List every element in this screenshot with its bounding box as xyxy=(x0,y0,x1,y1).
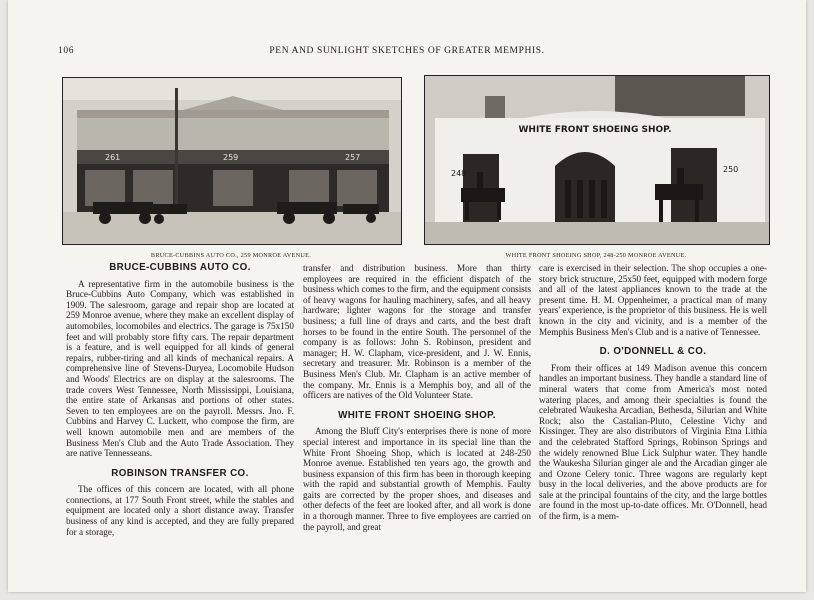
heading-bruce-cubbins: BRUCE-CUBBINS AUTO CO. xyxy=(109,262,251,273)
body-robinson-part2: transfer and distribution business. More than thirty employees are required in the efficient dispatch of the business which comes to the firm, and the equipment consists of heavy wagons for hauling machinery, safes, and all heavy hardware; lighter wagons for the storage and transfer business; a full line of drays and carts, and the best draft horses to be found in the entire South. The personnel of the company is as follows: John S. Robinson, president and manager; H. W. Clapham, vice-president, and J. W. Ennis, secretary and treasurer. Mr. Robinson is a member of the Business Men's Club. Mr. Clapham is an active member of the company. Mr. Ennis is a Memphis boy, and all of the officers are natives of the Old Volunteer State. xyxy=(303,263,531,401)
address-248: 248 xyxy=(451,169,467,178)
page-header xyxy=(58,46,756,60)
address-250: 250 xyxy=(723,165,739,174)
heading-white-front: WHITE FRONT SHOEING SHOP. xyxy=(338,409,496,421)
body-white-front-part1: Among the Bluff City's enterprises there is none of more special interest and importance in its special line than the White Front Shoeing Shop, which is located at 248-250 Monroe avenue. Established ten years ago, the growth and business expansion of this firm has been in thorough keeping with the rapid and substantial growth of Memphis. Faulty gaits are corrected by the proper shoes, and diseases and other defects of the feet are looked after, and all work is done in a thorough manner. Three to five employees are carried on the payroll, and great xyxy=(303,426,531,532)
page xyxy=(8,0,806,592)
column-1 xyxy=(66,263,294,537)
facade-sign-259: 259 xyxy=(223,153,239,162)
column-3 xyxy=(539,263,767,522)
body-odonnell: From their offices at 149 Madison avenue this concern handles an important business. They handle a standard line of mineral waters that come from America's most noted watering places, and among their specialties is found the celebrated Waukesha Arcadian, Bethesda, Silurian and White Rock; also the Castalian-Pluto, Celestine Vichy and Kissinger. They are also distributors of Virginia Etna Lithia and the celebrated Stafford Springs, Robinson Springs and the widely renowned Blue Lick Sulphur water. They handle the Waukesha Silurian ginger ale and the Arcadian ginger ale and Ozone Celery tonic. Three wagons are regularly kept busy in the local deliveries, and the above products are for sale at the principal fountains of the city, and the large bottles are found in the most up-to-date offices. Mr. O'Donnell, head of the firm, is a mem- xyxy=(539,362,767,522)
body-robinson-part1: The offices of this concern are located, with all phone connections, at 177 South Front street, while the stables and equipment are located only a short distance away. Transfer business of any kind is accepted, and they are fully prepared for a storage, xyxy=(66,484,294,537)
body-white-front-part2: care is exercised in their selection. The shop occupies a one-story brick structure, 25x50 feet, equipped with modern forge and all of the latest appliances known to the trade at the present time. H. M. Oppenheimer, a practical man of many years' experience, is the proprietor of this business. He is well known in the city and vicinity, and is a member of the Memphis Business Men's Club and is a native of Tennessee. xyxy=(539,263,767,337)
caption-white-front: WHITE FRONT SHOEING SHOP, 248-250 MONROE AVENUE. xyxy=(505,252,687,259)
heading-robinson: ROBINSON TRANSFER CO. xyxy=(111,467,249,479)
photo-white-front xyxy=(424,75,770,245)
facade-sign-261: 261 xyxy=(105,153,121,162)
shop-sign: WHITE FRONT SHOEING SHOP. xyxy=(518,125,672,135)
shoeing-shop-photo-illustration xyxy=(425,76,769,244)
page-number: 106 xyxy=(58,46,75,56)
photo-bruce-cubbins xyxy=(62,77,402,245)
heading-odonnell: D. O'DONNELL & CO. xyxy=(599,346,707,358)
garage-photo-illustration xyxy=(63,78,401,244)
running-title: PEN AND SUNLIGHT SKETCHES OF GREATER MEMPHIS. xyxy=(269,46,545,56)
column-2 xyxy=(303,263,531,532)
caption-bruce-cubbins: BRUCE-CUBBINS AUTO CO., 259 MONROE AVENUE. xyxy=(150,252,312,259)
facade-sign-257: 257 xyxy=(345,153,361,162)
body-bruce-cubbins: A representative firm in the automobile business is the Bruce-Cubbins Auto Company, which was established in 1909. The salesroom, garage and repair shop are located at 259 Monroe avenue, where they make an excellent display of automobiles, locomobiles and electrics. The garage is 75x150 feet and will probably store fifty cars. The repair department is a feature, and is well equipped for all kinds of general repairs, rubber-tiring and all kinds of mechanical repairs. A comprehensive line of Stevens-Duryea, Locomobile Hudson and Woods' Electrics are on display at the salesrooms. The trade covers West Tennessee, North Mississippi, Louisiana, the entire state of Arkansas and portions of other states. Seven to ten employees are on the payroll. Messrs. Jno. F. Cubbins and Harvey C. Luckett, who compose the firm, are well known automobile men and are members of the Business Men's Club and the Auto Trade Association. They are native Tennesseans. xyxy=(66,278,294,459)
